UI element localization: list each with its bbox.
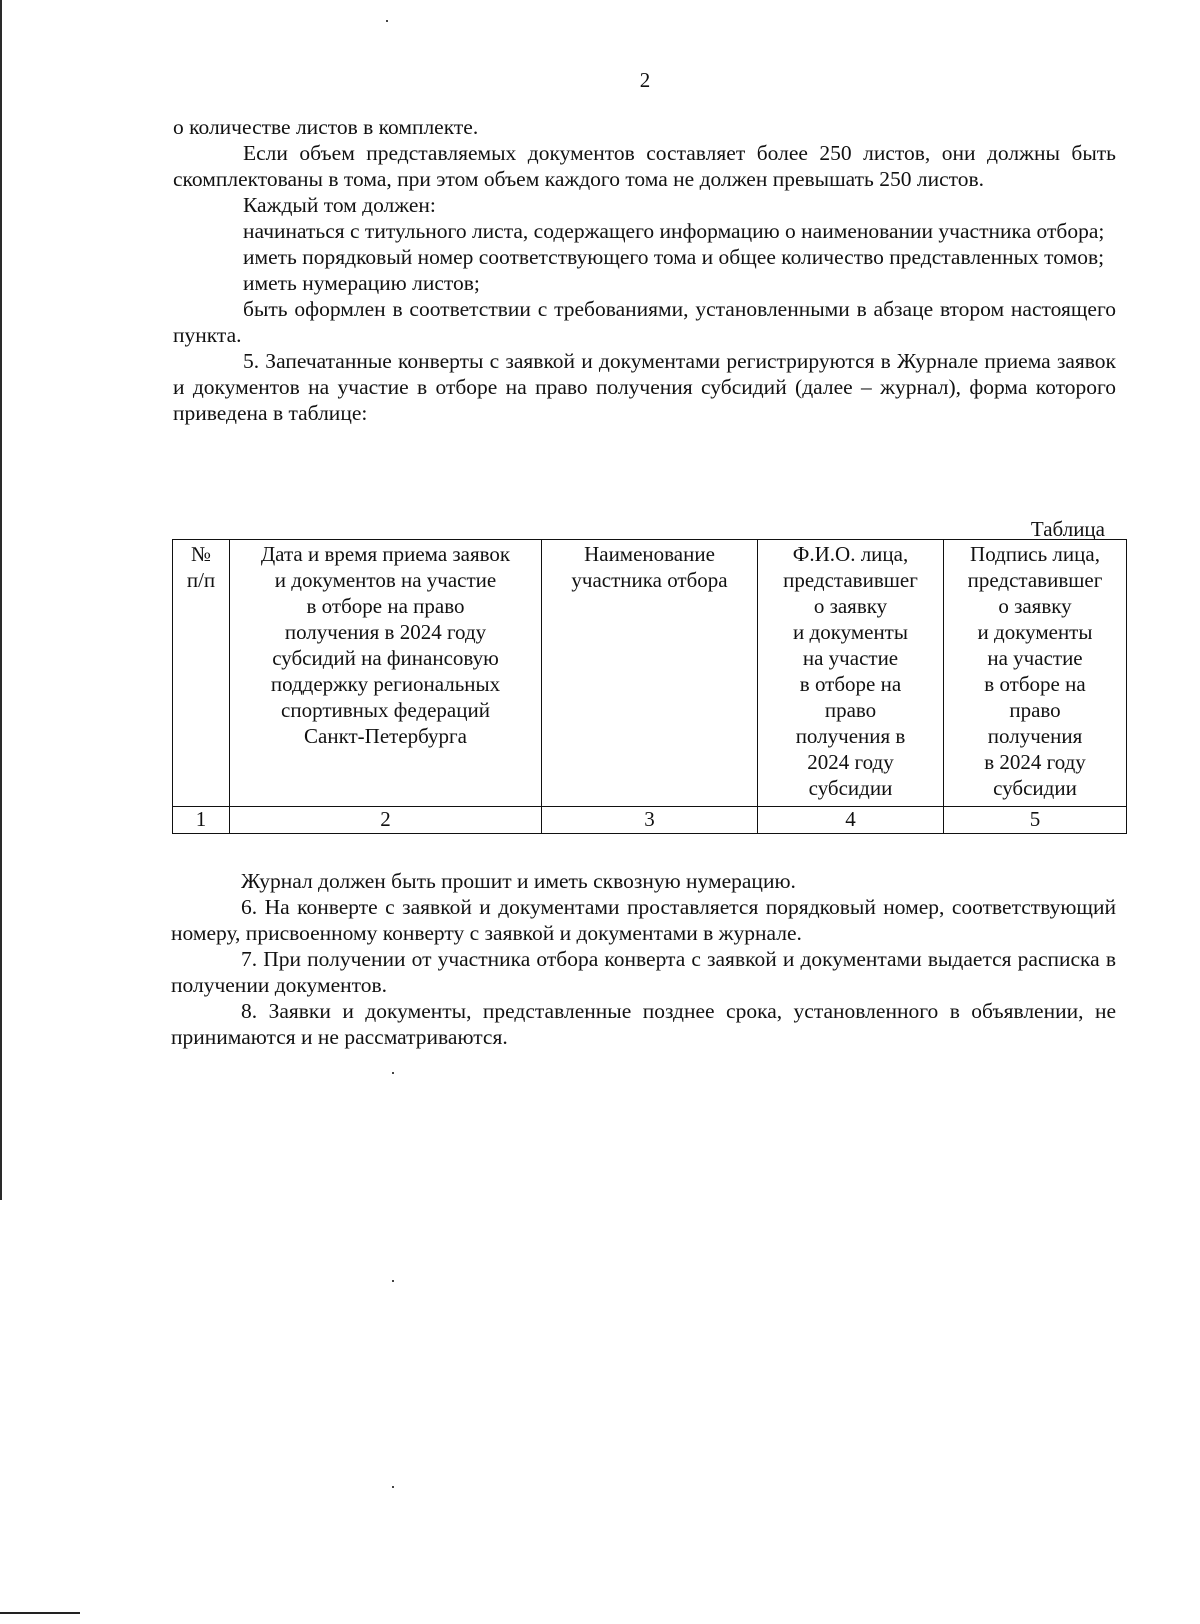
header-line: в отборе на право xyxy=(306,594,465,618)
paragraph: Если объем представляемых документов составляет более 250 листов, они должны быть скомплектованы в тома, при этом объем каждого тома не должен превышать 250 листов. xyxy=(173,141,1116,191)
column-number-cell: 2 xyxy=(230,807,542,834)
header-line: о заявку xyxy=(813,594,888,618)
header-cell-signature xyxy=(944,540,1127,807)
page-number: 2 xyxy=(639,68,651,92)
paragraph: начинаться с титульного листа, содержащего информацию о наименовании участника отбора; xyxy=(243,219,1105,243)
column-number-cell: 5 xyxy=(944,807,1127,834)
paragraph: Журнал должен быть прошит и иметь сквозную нумерацию. xyxy=(241,869,796,893)
header-line: в отборе на xyxy=(799,672,902,696)
text-block-bottom xyxy=(171,868,1116,1050)
header-line: п/п xyxy=(186,568,216,592)
header-line: в отборе на xyxy=(984,672,1086,696)
paragraph: иметь порядковый номер соответствующего тома и общее количество представленных томов; xyxy=(243,245,1105,269)
header-line: и документы xyxy=(977,620,1093,644)
paragraph: о количестве листов в комплекте. xyxy=(173,115,479,139)
header-line: спортивных федераций xyxy=(281,698,490,722)
text-block-top xyxy=(173,114,1116,426)
header-cell-date xyxy=(230,540,542,807)
header-line: Дата и время приема заявок xyxy=(260,542,511,566)
header-line: получения в xyxy=(795,724,906,748)
header-line: представившег xyxy=(967,568,1103,592)
paragraph: 5. Запечатанные конверты с заявкой и документами регистрируются в Журнале приема заявок и документов на участие в отборе на право получения субсидий (далее – журнал), форма которого приведена в таблице: xyxy=(173,349,1116,425)
scan-speck xyxy=(392,1486,394,1488)
table-column-number-row xyxy=(173,807,1127,834)
paragraph: Каждый том должен: xyxy=(243,193,436,217)
header-line: и документы xyxy=(793,620,908,644)
scan-speck xyxy=(392,1072,394,1074)
header-line: право xyxy=(1009,698,1061,722)
header-line: Подпись лица, xyxy=(970,542,1100,566)
header-line: и документов на участие xyxy=(274,568,497,592)
column-number-cell: 1 xyxy=(173,807,230,834)
header-line: право xyxy=(824,698,877,722)
journal-table xyxy=(172,539,1127,834)
header-line: на участие xyxy=(987,646,1083,670)
header-cell-participant xyxy=(542,540,758,807)
scan-speck xyxy=(392,1280,394,1282)
header-line: в 2024 году xyxy=(984,750,1086,774)
header-line: 2024 году xyxy=(807,750,894,774)
header-line: участника отбора xyxy=(571,568,728,592)
table-header-row xyxy=(173,540,1127,807)
header-line: получения xyxy=(987,724,1083,748)
paragraph: 7. При получении от участника отбора конверта с заявкой и документами выдается расписка в получении документов. xyxy=(171,947,1116,997)
column-number-cell: 3 xyxy=(542,807,758,834)
paragraph: быть оформлен в соответствии с требованиями, установленными в абзаце втором настоящего пункта. xyxy=(173,297,1116,347)
header-line: Наименование xyxy=(584,542,715,566)
header-line: Ф.И.О. лица, xyxy=(792,542,909,566)
paragraph: 6. На конверте с заявкой и документами проставляется порядковый номер, соответствующий номеру, присвоенному конверту с заявкой и документами в журнале. xyxy=(171,895,1116,945)
header-line: получения в 2024 году xyxy=(284,620,487,644)
header-line: Санкт-Петербурга xyxy=(304,724,467,748)
column-number-cell: 4 xyxy=(758,807,944,834)
header-line: субсидий на финансовую xyxy=(272,646,499,670)
header-line: субсидии xyxy=(808,776,893,800)
header-cell-fio xyxy=(758,540,944,807)
header-line: на участие xyxy=(802,646,899,670)
header-line: о заявку xyxy=(998,594,1072,618)
scan-speck xyxy=(386,20,388,22)
paragraph: 8. Заявки и документы, представленные позднее срока, установленного в объявлении, не принимаются и не рассматриваются. xyxy=(171,999,1116,1049)
header-line: поддержку региональных xyxy=(270,672,501,696)
header-cell-number xyxy=(173,540,230,807)
table-caption: Таблица xyxy=(1030,517,1105,541)
header-line: субсидии xyxy=(993,776,1077,800)
paragraph: иметь нумерацию листов; xyxy=(243,271,480,295)
header-line: представившег xyxy=(783,568,918,592)
header-line: № xyxy=(190,542,212,566)
scan-edge xyxy=(0,0,2,1200)
scan-mark xyxy=(0,1612,80,1614)
